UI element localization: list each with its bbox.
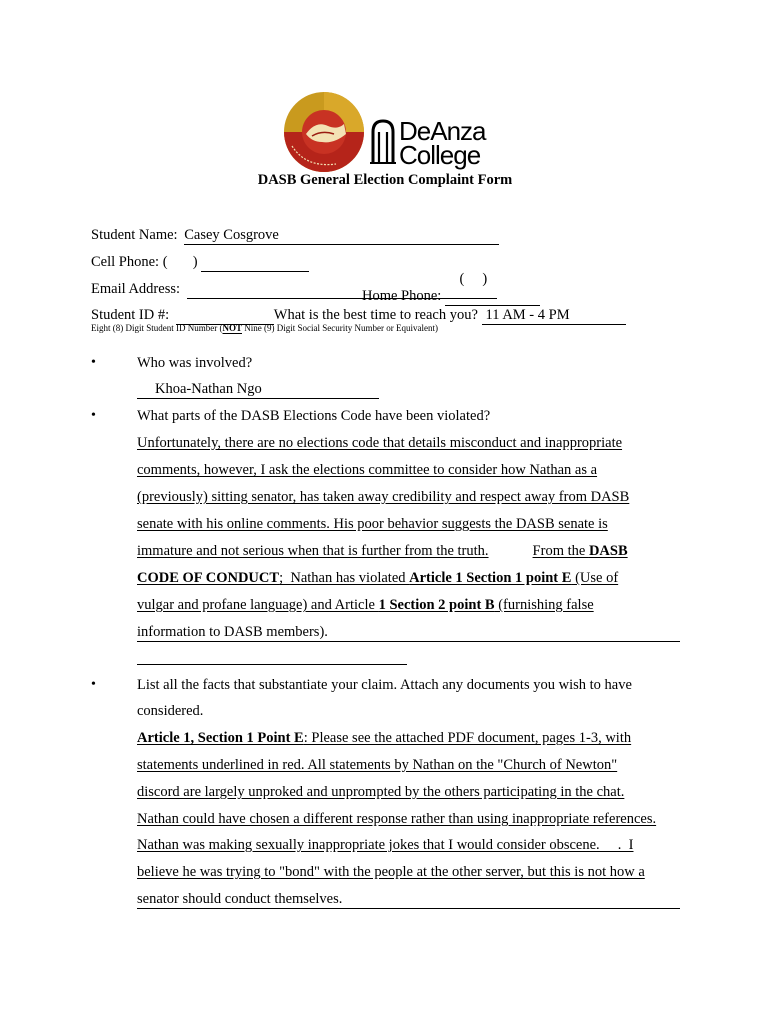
answer-text: From the xyxy=(532,543,589,559)
home-phone-label: Home Phone: xyxy=(362,288,442,304)
answer-line: (previously) sitting senator, has taken away credibility and respect away from DASB xyxy=(137,489,630,505)
answer-line: senate with his online comments. His poor behavior suggests the DASB senate is xyxy=(137,516,608,532)
best-time-label: What is the best time to reach you? xyxy=(273,307,478,323)
question-who-involved: Who was involved? xyxy=(137,355,253,371)
student-name-field[interactable] xyxy=(184,227,499,245)
student-id-note xyxy=(91,323,438,333)
question-code-violated: What parts of the DASB Elections Code have been violated? xyxy=(137,408,491,424)
answer-line xyxy=(137,597,594,614)
answer-text: vulgar and profane language) and Article xyxy=(137,597,379,613)
answer-line: discord are largely unproked and unprompted by the others participating in the chat. xyxy=(137,784,625,800)
student-name-value: Casey Cosgrove xyxy=(184,227,279,243)
student-name-row xyxy=(91,227,499,245)
bullet: • xyxy=(91,355,96,370)
bullet: • xyxy=(91,677,96,692)
answer-line: statements underlined in red. All statements by Nathan on the "Church of Newton" xyxy=(137,757,618,773)
cell-phone-field[interactable] xyxy=(201,254,309,272)
question-facts-cont: considered. xyxy=(137,703,204,719)
answer-text: senator should conduct themselves. xyxy=(137,891,343,907)
answer-text: (furnishing false xyxy=(494,597,594,613)
college-name-line2: College xyxy=(399,140,481,170)
answer-line xyxy=(137,543,628,560)
email-label: Email Address: xyxy=(91,281,181,297)
email-row xyxy=(91,281,497,299)
question-facts: List all the facts that substantiate your claim. Attach any documents you wish to have xyxy=(137,677,632,693)
logo xyxy=(282,90,494,180)
best-time-value: 11 AM - 4 PM xyxy=(485,307,570,323)
answer-text: information to DASB members). xyxy=(137,624,328,640)
answer-bold: CODE OF CONDUCT xyxy=(137,570,280,586)
id-note-not: NOT xyxy=(222,323,242,333)
answer-line: comments, however, I ask the elections committee to consider how Nathan as a xyxy=(137,462,598,478)
answer-bold: DASB xyxy=(588,543,628,559)
bullet: • xyxy=(91,408,96,423)
answer-line: Unfortunately, there are no elections code that details misconduct and inappropriate xyxy=(137,435,623,451)
college-seal-icon xyxy=(282,90,372,180)
answer-bold: Article 1, Section 1 Point E xyxy=(137,730,304,746)
student-name-label: Student Name: xyxy=(91,227,178,243)
id-note-pre: Eight (8) Digit Student ID Number ( xyxy=(91,323,223,333)
answer-text: ; Nathan has violated xyxy=(279,570,410,586)
answer-line xyxy=(137,624,680,642)
answer-line xyxy=(137,570,618,587)
answer-text: immature and not serious when that is further from the truth. xyxy=(137,543,489,559)
cell-phone-close: ) xyxy=(192,254,198,270)
answer-who-involved[interactable] xyxy=(137,381,379,399)
answer-text: (Use of xyxy=(571,570,619,586)
answer-line xyxy=(137,730,631,747)
college-name-line1: DeAnza xyxy=(399,116,486,146)
email-field[interactable] xyxy=(187,281,497,299)
student-id-label: Student ID #: xyxy=(91,307,170,323)
best-time-field[interactable] xyxy=(482,307,626,325)
answer-text: : Please see the attached PDF document, pages 1-3, with xyxy=(303,730,632,746)
id-note-post: Nine (9) Digit Social Security Number or Equivalent) xyxy=(242,323,438,333)
answer-line: believe he was trying to "bond" with the people at the other server, but this is not how a xyxy=(137,864,645,880)
answer-line xyxy=(137,891,680,909)
blank-answer-line[interactable] xyxy=(137,664,407,665)
cell-phone-row xyxy=(91,254,309,272)
answer-bold: 1 Section 2 point B xyxy=(378,597,495,613)
college-building-icon xyxy=(370,118,396,164)
form-title: DASB General Election Complaint Form xyxy=(257,172,513,188)
answer-line: Nathan could have chosen a different response rather than using inappropriate references. xyxy=(137,811,657,827)
answer-bold: Article 1 Section 1 point E xyxy=(409,570,572,586)
answer-line: Nathan was making sexually inappropriate jokes that I would consider obscene. . I xyxy=(137,837,634,853)
cell-phone-label: Cell Phone: ( xyxy=(91,254,168,270)
home-phone-value: ( ) xyxy=(459,271,488,287)
involved-name: Khoa-Nathan Ngo xyxy=(155,381,262,397)
